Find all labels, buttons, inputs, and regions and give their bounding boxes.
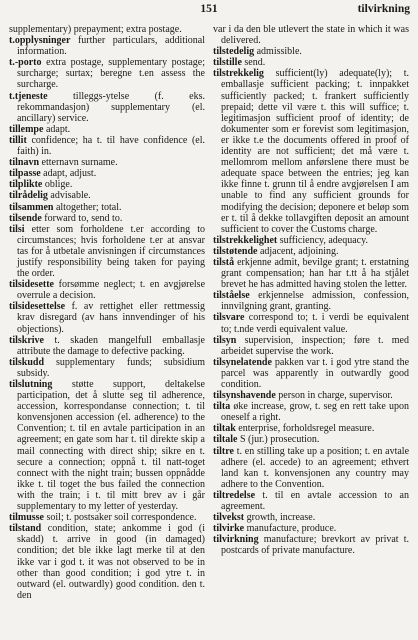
entry-headword: tilslutning <box>9 379 53 390</box>
dictionary-entry <box>9 379 205 512</box>
dictionary-entry <box>213 235 409 246</box>
entry-headword: tiltale <box>213 434 238 446</box>
entry-headword: tilpasse <box>9 168 41 180</box>
dictionary-entry <box>213 46 409 57</box>
dictionary-entry <box>9 179 205 190</box>
entry-headword: tilmusse <box>9 512 44 524</box>
entry-definition: etter som forholdene t.er according to circumstances; hvis forholdene t.er at ansvar tas for å utbetale anvisningen if circumstances justify responsibility being taken for paying the order. <box>17 223 206 280</box>
entry-headword: tilplikte <box>9 179 43 191</box>
entry-definition: condition, state; ankomme i god (i skadd) t. arrive in good (in damaged) condition; det ble ikke lagt merke til at den ikke var i god t. it was not observed to be in other than good condition; i god ytre t. in outward (el. outwardly) good condition. den t. den <box>17 523 205 601</box>
entry-headword: tilstedelig <box>213 46 255 58</box>
dictionary-entry <box>213 512 409 523</box>
dictionary-entry <box>213 490 409 512</box>
dictionary-entry <box>213 68 409 234</box>
entry-headword: tilstille <box>213 57 242 69</box>
entry-headword: tilstå <box>213 256 235 268</box>
entry-definition: adjacent, adjoining. <box>259 245 339 257</box>
entry-headword: tilsende <box>9 212 42 224</box>
dictionary-entry <box>9 135 205 157</box>
entry-definition: forsømme neglect; t. en avgjørelse overrule a decision. <box>17 279 206 302</box>
dictionary-entry <box>213 357 409 390</box>
dictionary-entry <box>213 434 409 445</box>
dictionary-entry <box>9 24 205 35</box>
entry-definition: pakken var t. i god ytre stand the parcel was apparently in outwardly good condition. <box>221 356 410 390</box>
entry-headword: tilvekst <box>213 512 245 524</box>
entry-headword: tilståelse <box>213 290 250 302</box>
dictionary-entry <box>9 512 205 523</box>
entry-headword: tilskudd <box>9 356 45 368</box>
entry-definition: t. en stilling take up a position; t. en avtale adhere (el. accede) to an agreement; ethvert land kan t. konvensjonen any country may adhere to the Convention. <box>221 445 410 490</box>
entry-definition: erkjenne admit, bevilge grant; t. erstatning grant compensation; han har t.tt å ha stjålet brevet he has admitted having stolen the letter. <box>221 256 409 291</box>
entry-definition: soil; t. postsaker soil correspondence. <box>46 512 197 524</box>
entry-definition: further particulars, additional information. <box>17 35 205 58</box>
entry-headword: tilsidesette <box>9 279 54 291</box>
entry-headword: tillempe <box>9 123 44 135</box>
entry-headword: tilstrekkelighet <box>213 234 278 246</box>
dictionary-entry <box>213 290 409 312</box>
dictionary-entry <box>213 446 409 490</box>
entry-definition: growth, increase. <box>246 512 316 524</box>
dictionary-entry <box>213 523 409 534</box>
entry-headword: tiltre <box>213 445 234 457</box>
entry-headword: tiltredelse <box>213 489 256 501</box>
dictionary-entry <box>9 357 205 379</box>
entry-headword: tilsynelatende <box>213 356 272 368</box>
entry-headword: tilsyn <box>213 334 237 346</box>
dictionary-entry <box>213 24 409 46</box>
entry-definition: supplementary funds; subsidium subsidy. <box>17 356 206 379</box>
dictionary-entry <box>9 124 205 135</box>
entry-definition: erkjennelse admission, confession, innvilgning grant, granting. <box>221 290 410 313</box>
entry-definition: adapt, adjust. <box>43 168 97 180</box>
entry-definition: tilleggs-ytelse (f. eks. rekommandasjon) supplementary (el. ancillary) service. <box>17 90 205 124</box>
dictionary-entry <box>213 57 409 68</box>
entry-definition: extra postage, supplementary postage; surcharge; surtax; beregne t.en assess the surcharge. <box>17 57 206 91</box>
dictionary-entry <box>9 35 205 57</box>
entry-headword: tillit <box>9 134 27 146</box>
entry-definition: confidence; ha t. til have confidence (el. faith) in. <box>17 134 206 158</box>
entry-headword: tilvirkning <box>213 534 259 546</box>
entry-headword: t.opplysninger <box>9 35 71 47</box>
dictionary-entry <box>9 279 205 301</box>
dictionary-entry <box>213 390 409 401</box>
entry-definition: manufacture, produce. <box>246 523 337 535</box>
entry-definition: correspond to; t. i verdi be equivalent to; t.nde verdi equivalent value. <box>221 312 409 335</box>
entry-definition: adapt. <box>45 123 71 135</box>
dictionary-entry <box>9 202 205 213</box>
left-column <box>9 24 205 601</box>
guide-word: tilvirkning <box>357 3 410 15</box>
entry-headword: t.-porto <box>9 57 42 69</box>
dictionary-entry <box>213 257 409 290</box>
entry-headword: tilskrive <box>9 334 44 346</box>
dictionary-entry <box>9 168 205 179</box>
entry-headword: tilstand <box>9 523 42 535</box>
entry-headword: tilsammen <box>9 201 54 213</box>
entry-headword: tilsi <box>9 223 25 235</box>
dictionary-entry <box>9 91 205 124</box>
entry-definition: forward to, send to. <box>44 212 123 224</box>
entry-definition: f. av rettighet eller rettmessig krav disregard (av hans innvendinger of his objections). <box>17 301 205 335</box>
entry-headword: tilrådelig <box>9 190 48 202</box>
dictionary-entry <box>213 246 409 257</box>
entry-definition: supplementary) prepayment; extra postage. <box>9 24 182 35</box>
entry-definition: advisable. <box>50 190 91 202</box>
dictionary-entry <box>213 312 409 334</box>
dictionary-entry <box>9 157 205 168</box>
dictionary-entry <box>213 401 409 423</box>
dictionary-entry <box>9 301 205 334</box>
entry-headword: tilstøtende <box>213 245 258 257</box>
entry-headword: tilsynshavende <box>213 390 276 402</box>
entry-headword: t.tjeneste <box>9 90 48 102</box>
entry-definition: admissible. <box>256 46 302 58</box>
entry-definition: oblige. <box>44 179 73 191</box>
dictionary-entry <box>213 534 409 556</box>
entry-headword: tilsidesettelse <box>9 301 66 313</box>
entry-definition: S (jur.) prosecution. <box>239 434 320 446</box>
entry-headword: tilnavn <box>9 157 40 169</box>
dictionary-entry <box>9 224 205 279</box>
dictionary-entry <box>213 423 409 434</box>
entry-definition: manufacture; brevkort av privat t. postcards of private manufacture. <box>221 534 410 557</box>
entry-definition: person in charge, supervisor. <box>278 390 393 402</box>
entry-definition: enterprise, forholdsregel measure. <box>238 423 375 435</box>
entry-headword: tilvirke <box>213 523 245 535</box>
entry-headword: tilsvare <box>213 312 245 324</box>
entry-definition: send. <box>244 57 266 69</box>
entry-headword: tilta <box>213 401 231 413</box>
entry-headword: tilstrekkelig <box>213 68 264 80</box>
entry-definition: t. til en avtale accession to an agreement. <box>221 489 409 513</box>
entry-definition: var i da den ble utlevert the state in which it was delivered. <box>213 24 409 47</box>
right-column <box>213 24 409 557</box>
entry-definition: sufficiency, adequacy. <box>279 234 368 246</box>
entry-definition: sufficient(ly) adequate(ly); t. emballasje sufficient packing; t. innpakket sufficiently packed; t. frankert sufficiently prepaid; dette vil være t. this will suffice; t. legitimasjon sufficient proof of identity; de dokumenter som er forevist som legitimasjon, er ikke t.e the documents offered in proof of identity are not sufficient; det må være t. mellomrom mellom anførslene there must be adequate space between the entries; jeg kan ikke finne t. grunn til å endre avgjørelsen I am unable to find any sufficient grounds for modifying the decision; deponere et beløp som er t. til å dekke tollavgiften deposit an amount sufficient to cover the Customs charge. <box>221 68 409 235</box>
dictionary-entry <box>9 523 205 601</box>
dictionary-entry <box>9 213 205 224</box>
entry-definition: støtte support, deltakelse participation, det å slutte seg til adherence, accession, korrespondanse connection; t. til konvensjonen accession (el. adherence) to the Convention; t. til en avtale participation in an agreement; en gate som har t. til direkte skip a mail connecting with direct ship; sikre en t. secure a connection; oppnå t. til natt-toget connect with the night train; bussen oppnådde ikke t. til toget the bus failed the connection with the train; i t. til mitt brev av i går supplementary to my letter of yesterday. <box>17 379 205 513</box>
entry-definition: etternavn surname. <box>41 157 118 169</box>
entry-definition: t. skaden mangelfull emballasje attribute the damage to defective packing. <box>17 334 205 357</box>
entry-definition: altogether; total. <box>55 201 122 213</box>
dictionary-entry <box>9 190 205 201</box>
dictionary-entry <box>9 335 205 357</box>
dictionary-entry <box>9 57 205 90</box>
page-number: 151 <box>200 3 218 15</box>
entry-definition: supervision, inspection; føre t. med arbeidet supervise the work. <box>221 334 409 357</box>
dictionary-entry <box>213 335 409 357</box>
entry-headword: tiltak <box>213 423 236 435</box>
entry-definition: øke increase, grow, t. seg en rett take upon oneself a right. <box>221 401 410 424</box>
